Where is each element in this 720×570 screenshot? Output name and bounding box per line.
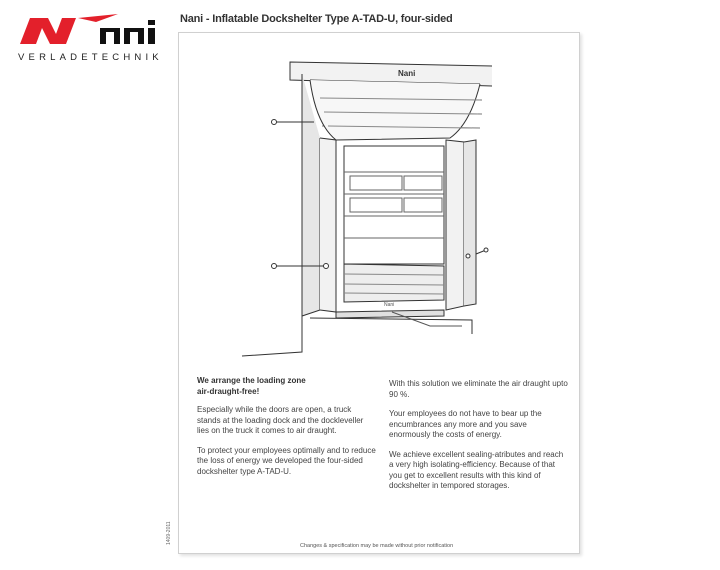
document-id: 1409-2011 xyxy=(166,521,172,545)
paragraph: With this solution we eliminate the air draught upto 90 %. xyxy=(389,379,568,399)
left-text-column xyxy=(197,376,377,486)
paragraph: We achieve excellent sealing-atributes and reach a very high isolating-efficiency. Because of that you get to excellent results with this kind of dockshelter in tempored storages. xyxy=(389,449,564,490)
right-text-column xyxy=(389,379,569,501)
paragraph: To protect your employees optimally and to reduce the loss of energy we developed the four-sided dockshelter type A-TAD-U. xyxy=(197,445,376,476)
paragraph: Your employees do not have to bear up the encumbrances any more and you save enormously the costs of energy. xyxy=(389,409,542,439)
nani-logo-mark xyxy=(18,12,158,52)
section-heading: We arrange the loading zone xyxy=(197,376,306,385)
section-subheading: air-draught-free! xyxy=(197,386,260,396)
document-footer: Changes & specification may be made without prior notification xyxy=(300,543,454,549)
paragraph: Especially while the doors are open, a truck stands at the loading dock and the dockleveller lies on the truck it comes to air draught. xyxy=(197,405,364,435)
document-title: Nani - Inflatable Dockshelter Type A-TAD-U, four-sided xyxy=(180,13,453,25)
drawing-brand-label: Nani xyxy=(398,69,416,78)
brand-tagline: VERLADETECHNIK xyxy=(18,52,163,63)
drawing-seal-label: Nani xyxy=(384,302,395,308)
dockshelter-drawing xyxy=(232,54,492,364)
